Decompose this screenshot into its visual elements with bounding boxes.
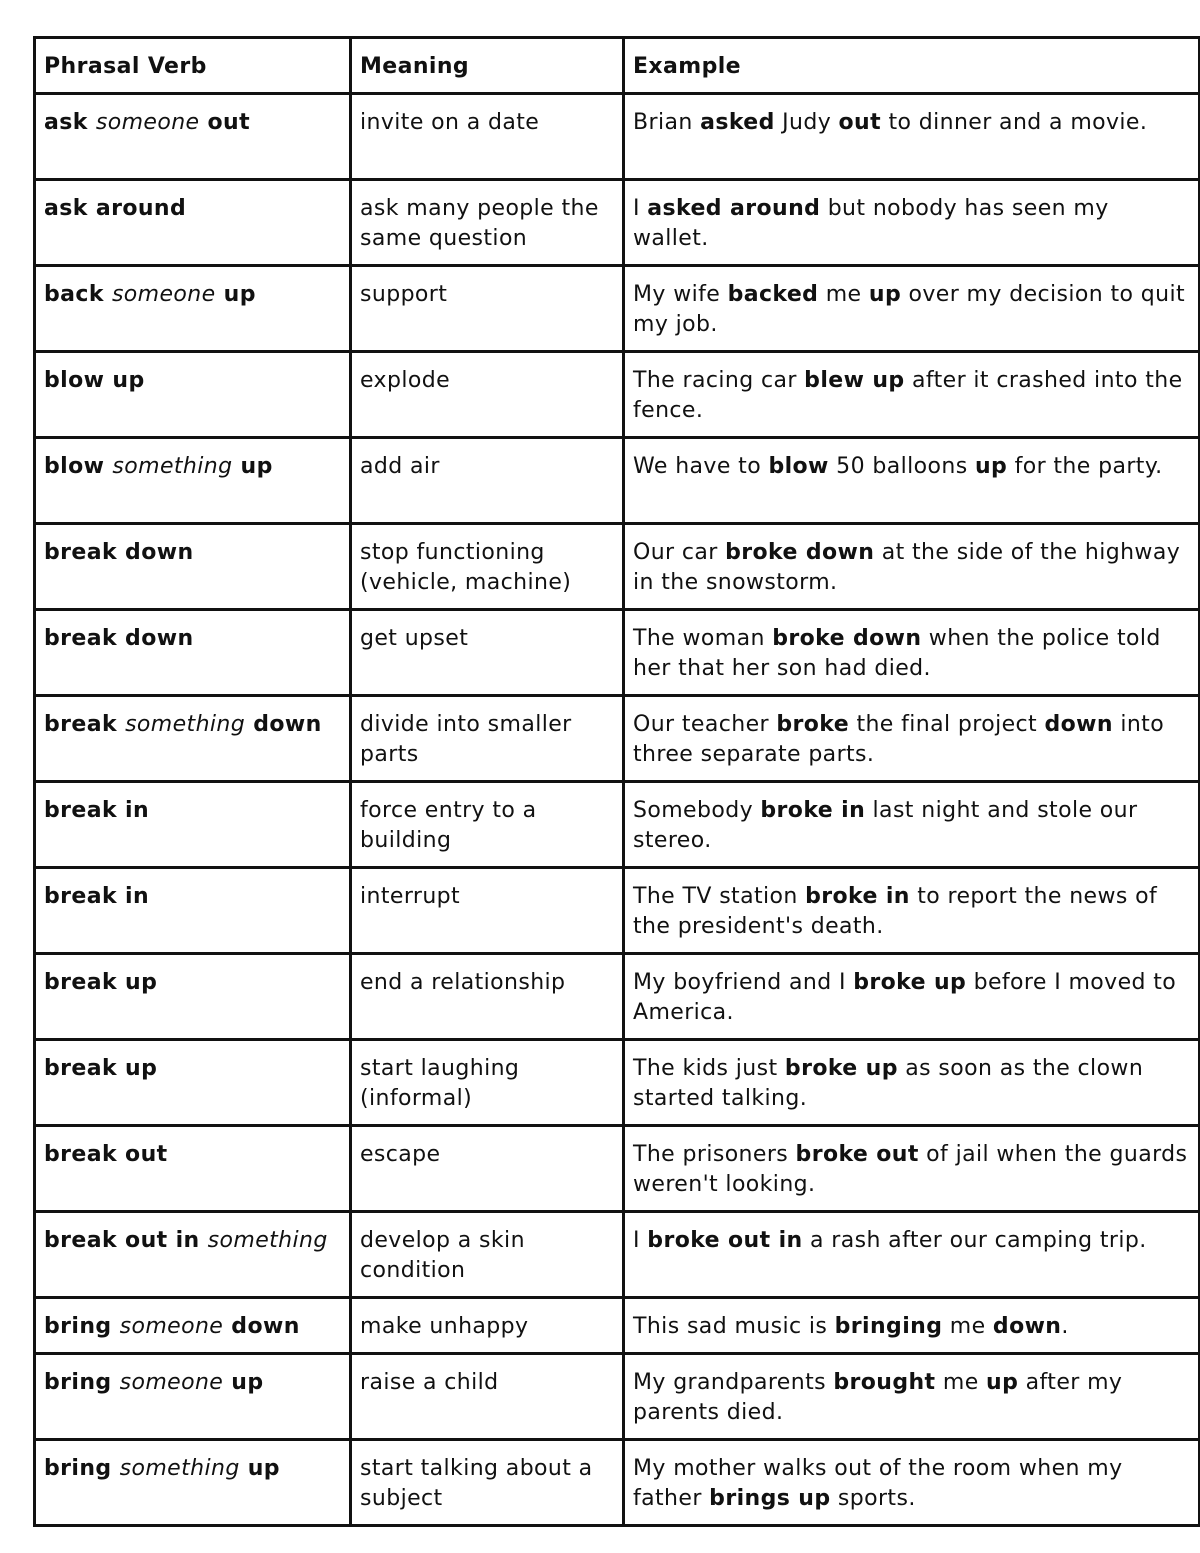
bold-text: backed (727, 282, 819, 307)
plain-text: My boyfriend and I (633, 970, 854, 995)
phrasal-verb-cell (35, 1212, 351, 1298)
plain-text: My grandparents (633, 1370, 834, 1395)
bold-text: out (838, 110, 882, 135)
bold-text: blow (768, 454, 829, 479)
bold-text: break down (44, 540, 194, 565)
meaning-cell: invite on a date (351, 94, 624, 180)
plain-text: of jail when the guards weren't looking. (633, 1142, 1188, 1197)
table-row (35, 696, 1200, 782)
bold-text: up (223, 1370, 264, 1395)
plain-text: last night and stole our stereo. (633, 798, 1138, 853)
phrasal-verb-cell (35, 1040, 351, 1126)
example-cell (624, 868, 1200, 954)
example-cell (624, 352, 1200, 438)
meaning-cell: explode (351, 352, 624, 438)
plain-text: My wife (633, 282, 728, 307)
bold-text: break out (44, 1142, 168, 1167)
bold-text: broke down (725, 540, 875, 565)
phrasal-verb-cell (35, 696, 351, 782)
table-row (35, 1212, 1200, 1298)
phrasal-verb-cell (35, 1440, 351, 1526)
phrasal-verb-cell (35, 868, 351, 954)
bold-text: broke up (853, 970, 967, 995)
meaning-cell: force entry to a building (351, 782, 624, 868)
table-row (35, 868, 1200, 954)
phrasal-verb-cell (35, 1298, 351, 1354)
bold-text: bring (44, 1456, 120, 1481)
table-row (35, 1298, 1200, 1354)
bold-text: asked around (647, 196, 821, 221)
bold-text: ask (44, 110, 96, 135)
meaning-cell: escape (351, 1126, 624, 1212)
plain-text: to dinner and a movie. (881, 110, 1148, 135)
plain-text: 50 balloons (828, 454, 975, 479)
header-meaning: Meaning (351, 38, 624, 94)
bold-text: break in (44, 798, 150, 823)
header-example: Example (624, 38, 1200, 94)
bold-text: break out in (44, 1228, 208, 1253)
example-cell (624, 610, 1200, 696)
italic-text: something (119, 1456, 240, 1481)
bold-text: broke up (784, 1056, 898, 1081)
plain-text: I (633, 1228, 648, 1253)
phrasal-verb-cell (35, 782, 351, 868)
plain-text: My mother walks out of the room when my father (633, 1456, 1123, 1511)
plain-text: over my decision to quit my job. (633, 282, 1186, 337)
example-cell (624, 524, 1200, 610)
phrasal-verb-cell (35, 610, 351, 696)
bold-text: break (44, 712, 126, 737)
meaning-cell: develop a skin condition (351, 1212, 624, 1298)
plain-text: This sad music is (633, 1314, 835, 1339)
plain-text: I (633, 196, 648, 221)
phrasal-verb-table (33, 36, 1200, 1527)
meaning-cell: support (351, 266, 624, 352)
bold-text: blew up (804, 368, 905, 393)
phrasal-verb-cell (35, 94, 351, 180)
meaning-cell: get upset (351, 610, 624, 696)
table-row (35, 352, 1200, 438)
phrasal-verb-cell (35, 180, 351, 266)
meaning-cell: divide into smaller parts (351, 696, 624, 782)
bold-text: down (992, 1314, 1062, 1339)
table-row (35, 1354, 1200, 1440)
example-cell (624, 438, 1200, 524)
plain-text: when the police told her that her son had died. (633, 626, 1161, 681)
table-row (35, 266, 1200, 352)
bold-text: up (986, 1370, 1019, 1395)
phrasal-verb-cell (35, 352, 351, 438)
bold-text: break up (44, 1056, 158, 1081)
plain-text: . (1061, 1314, 1069, 1339)
bold-text: down (223, 1314, 300, 1339)
plain-text: sports. (830, 1486, 916, 1511)
meaning-cell: add air (351, 438, 624, 524)
meaning-cell: end a relationship (351, 954, 624, 1040)
bold-text: down (1044, 712, 1113, 737)
bold-text: broke out (795, 1142, 919, 1167)
example-cell (624, 180, 1200, 266)
italic-text: someone (111, 282, 216, 307)
meaning-cell: interrupt (351, 868, 624, 954)
phrasal-verb-cell (35, 266, 351, 352)
bold-text: up (232, 454, 273, 479)
plain-text: a rash after our camping trip. (802, 1228, 1147, 1253)
plain-text: after it crashed into the fence. (633, 368, 1183, 423)
italic-text: something (125, 712, 246, 737)
bold-text: ask around (44, 196, 187, 221)
italic-text: someone (119, 1314, 224, 1339)
example-cell (624, 94, 1200, 180)
bold-text: out (199, 110, 251, 135)
italic-text: someone (119, 1370, 224, 1395)
italic-text: something (112, 454, 233, 479)
plain-text: The kids just (633, 1056, 785, 1081)
plain-text: to report the news of the president's death. (633, 884, 1158, 939)
bold-text: broke down (772, 626, 922, 651)
phrasal-verb-cell (35, 524, 351, 610)
plain-text: Our teacher (633, 712, 777, 737)
bold-text: break up (44, 970, 158, 995)
plain-text: The TV station (633, 884, 806, 909)
plain-text: Our car (633, 540, 726, 565)
table-row (35, 438, 1200, 524)
header-phrasal-verb: Phrasal Verb (35, 38, 351, 94)
example-cell (624, 266, 1200, 352)
meaning-cell: start laughing (informal) (351, 1040, 624, 1126)
plain-text: The racing car (633, 368, 805, 393)
example-cell (624, 1126, 1200, 1212)
bold-text: back (44, 282, 112, 307)
bold-text: blow (44, 454, 113, 479)
example-cell (624, 696, 1200, 782)
plain-text: Brian (633, 110, 701, 135)
bold-text: blow up (44, 368, 145, 393)
bold-text: broke out in (647, 1228, 803, 1253)
plain-text: into three separate parts. (633, 712, 1165, 767)
table-row (35, 782, 1200, 868)
phrasal-verb-cell (35, 1126, 351, 1212)
example-cell (624, 1212, 1200, 1298)
example-cell (624, 1440, 1200, 1526)
plain-text: The woman (633, 626, 773, 651)
table-row (35, 1040, 1200, 1126)
bold-text: up (868, 282, 902, 307)
example-cell (624, 782, 1200, 868)
table-row (35, 1440, 1200, 1526)
bold-text: brings up (709, 1486, 831, 1511)
bold-text: bring (44, 1370, 120, 1395)
bold-text: bring (44, 1314, 120, 1339)
example-cell (624, 1040, 1200, 1126)
bold-text: break down (44, 626, 194, 651)
header-row (35, 38, 1200, 94)
plain-text: after my parents died. (633, 1370, 1123, 1425)
plain-text: at the side of the highway in the snowstorm. (633, 540, 1181, 595)
bold-text: broke (776, 712, 850, 737)
plain-text: me (818, 282, 869, 307)
phrasal-verb-cell (35, 954, 351, 1040)
bold-text: break in (44, 884, 150, 909)
bold-text: bringing (834, 1314, 943, 1339)
bold-text: brought (833, 1370, 936, 1395)
bold-text: up (974, 454, 1008, 479)
meaning-cell: ask many people the same question (351, 180, 624, 266)
plain-text: Judy (774, 110, 839, 135)
meaning-cell: raise a child (351, 1354, 624, 1440)
bold-text: broke in (760, 798, 866, 823)
example-cell (624, 1354, 1200, 1440)
italic-text: something (207, 1228, 328, 1253)
bold-text: up (215, 282, 256, 307)
bold-text: broke in (805, 884, 910, 909)
plain-text: me (942, 1314, 993, 1339)
example-cell (624, 954, 1200, 1040)
plain-text: The prisoners (633, 1142, 796, 1167)
meaning-cell: make unhappy (351, 1298, 624, 1354)
plain-text: as soon as the clown started talking. (633, 1056, 1144, 1111)
meaning-cell: stop functioning (vehicle, machine) (351, 524, 624, 610)
plain-text: for the party. (1007, 454, 1163, 479)
bold-text: down (245, 712, 322, 737)
plain-text: before I moved to America. (633, 970, 1177, 1025)
plain-text: me (935, 1370, 987, 1395)
plain-text: but nobody has seen my wallet. (633, 196, 1109, 251)
meaning-cell: start talking about a subject (351, 1440, 624, 1526)
table-row (35, 94, 1200, 180)
plain-text: the final project (849, 712, 1045, 737)
table-row (35, 180, 1200, 266)
example-cell (624, 1298, 1200, 1354)
table-row (35, 1126, 1200, 1212)
table-body (35, 94, 1200, 1526)
table-row (35, 610, 1200, 696)
phrasal-verb-cell (35, 438, 351, 524)
italic-text: someone (95, 110, 200, 135)
plain-text: Somebody (633, 798, 761, 823)
phrasal-verb-cell (35, 1354, 351, 1440)
bold-text: up (239, 1456, 280, 1481)
table-row (35, 524, 1200, 610)
plain-text: We have to (633, 454, 769, 479)
bold-text: asked (700, 110, 775, 135)
table-row (35, 954, 1200, 1040)
